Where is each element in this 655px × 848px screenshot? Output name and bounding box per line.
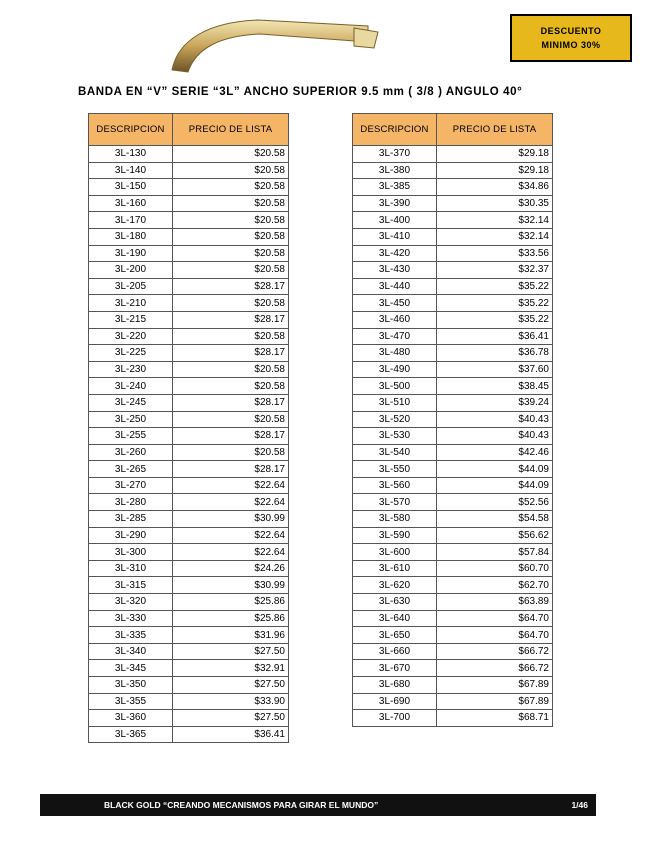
description-cell: 3L-670 (353, 660, 437, 677)
description-cell: 3L-285 (89, 511, 173, 528)
footer-bar (40, 794, 596, 816)
description-cell: 3L-330 (89, 610, 173, 627)
description-cell: 3L-250 (89, 411, 173, 428)
page-number: 1/46 (571, 800, 588, 810)
table-row (353, 394, 553, 411)
table-row (89, 245, 289, 262)
description-cell: 3L-530 (353, 428, 437, 445)
description-cell: 3L-450 (353, 295, 437, 312)
description-cell: 3L-640 (353, 610, 437, 627)
price-cell: $63.89 (437, 594, 553, 611)
description-cell: 3L-600 (353, 544, 437, 561)
table-row (353, 245, 553, 262)
description-cell: 3L-460 (353, 311, 437, 328)
description-cell: 3L-380 (353, 162, 437, 179)
description-cell: 3L-400 (353, 212, 437, 229)
price-cell: $25.86 (173, 610, 289, 627)
column-header-description: DESCRIPCION (89, 114, 173, 146)
description-cell: 3L-690 (353, 693, 437, 710)
table-row (89, 544, 289, 561)
description-cell: 3L-510 (353, 394, 437, 411)
price-cell: $20.58 (173, 328, 289, 345)
description-cell: 3L-270 (89, 477, 173, 494)
price-cell: $22.64 (173, 544, 289, 561)
price-cell: $68.71 (437, 710, 553, 727)
table-row (353, 444, 553, 461)
footer-slogan: BLACK GOLD “CREANDO MECANISMOS PARA GIRAR EL MUNDO” (104, 800, 379, 810)
description-cell: 3L-320 (89, 594, 173, 611)
description-cell: 3L-480 (353, 345, 437, 362)
description-cell: 3L-255 (89, 428, 173, 445)
price-cell: $36.78 (437, 345, 553, 362)
price-cell: $67.89 (437, 677, 553, 694)
description-cell: 3L-140 (89, 162, 173, 179)
column-header-list-price: PRECIO DE LISTA (437, 114, 553, 146)
description-cell: 3L-160 (89, 195, 173, 212)
description-cell: 3L-180 (89, 228, 173, 245)
description-cell: 3L-350 (89, 677, 173, 694)
price-cell: $29.18 (437, 162, 553, 179)
description-cell: 3L-280 (89, 494, 173, 511)
price-cell: $57.84 (437, 544, 553, 561)
table-row (89, 511, 289, 528)
table-row (353, 428, 553, 445)
badge-line-1: DESCUENTO (540, 26, 602, 36)
table-row (89, 428, 289, 445)
table-row (353, 643, 553, 660)
price-cell: $22.64 (173, 477, 289, 494)
description-cell: 3L-220 (89, 328, 173, 345)
description-cell: 3L-190 (89, 245, 173, 262)
price-cell: $40.43 (437, 428, 553, 445)
price-cell: $37.60 (437, 361, 553, 378)
description-cell: 3L-210 (89, 295, 173, 312)
description-cell: 3L-310 (89, 560, 173, 577)
table-row (353, 494, 553, 511)
price-cell: $60.70 (437, 560, 553, 577)
price-cell: $28.17 (173, 428, 289, 445)
price-cell: $52.56 (437, 494, 553, 511)
description-cell: 3L-390 (353, 195, 437, 212)
description-cell: 3L-420 (353, 245, 437, 262)
table-row (353, 328, 553, 345)
table-row (353, 179, 553, 196)
table-row (89, 278, 289, 295)
price-cell: $29.18 (437, 146, 553, 163)
table-row (353, 311, 553, 328)
table-row (89, 610, 289, 627)
price-cell: $20.58 (173, 212, 289, 229)
table-row (353, 477, 553, 494)
price-cell: $35.22 (437, 278, 553, 295)
table-row (353, 361, 553, 378)
price-cell: $28.17 (173, 461, 289, 478)
column-header-list-price: PRECIO DE LISTA (173, 114, 289, 146)
table-row (89, 328, 289, 345)
price-cell: $20.58 (173, 262, 289, 279)
price-cell: $54.58 (437, 511, 553, 528)
table-row (89, 311, 289, 328)
price-cell: $28.17 (173, 345, 289, 362)
price-cell: $22.64 (173, 494, 289, 511)
price-cell: $33.90 (173, 693, 289, 710)
description-cell: 3L-360 (89, 710, 173, 727)
price-cell: $64.70 (437, 610, 553, 627)
description-cell: 3L-500 (353, 378, 437, 395)
table-row (353, 677, 553, 694)
price-cell: $66.72 (437, 643, 553, 660)
description-cell: 3L-290 (89, 527, 173, 544)
price-cell: $20.58 (173, 295, 289, 312)
price-cell: $20.58 (173, 378, 289, 395)
price-cell: $38.45 (437, 378, 553, 395)
description-cell: 3L-410 (353, 228, 437, 245)
price-cell: $33.56 (437, 245, 553, 262)
table-row (89, 461, 289, 478)
description-cell: 3L-680 (353, 677, 437, 694)
table-row (89, 693, 289, 710)
description-cell: 3L-550 (353, 461, 437, 478)
price-cell: $30.99 (173, 577, 289, 594)
table-row (89, 560, 289, 577)
table-row (89, 212, 289, 229)
price-cell: $30.99 (173, 511, 289, 528)
table-row (353, 610, 553, 627)
price-cell: $27.50 (173, 677, 289, 694)
table-row (353, 378, 553, 395)
price-cell: $64.70 (437, 627, 553, 644)
table-row (353, 228, 553, 245)
description-cell: 3L-345 (89, 660, 173, 677)
price-table-right (352, 113, 553, 727)
table-row (89, 345, 289, 362)
price-cell: $25.86 (173, 594, 289, 611)
price-cell: $20.58 (173, 361, 289, 378)
table-row (89, 710, 289, 727)
table-row (89, 195, 289, 212)
table-row (353, 195, 553, 212)
description-cell: 3L-230 (89, 361, 173, 378)
price-cell: $27.50 (173, 710, 289, 727)
table-row (89, 627, 289, 644)
description-cell: 3L-650 (353, 627, 437, 644)
price-cell: $20.58 (173, 195, 289, 212)
price-cell: $67.89 (437, 693, 553, 710)
table-row (89, 378, 289, 395)
description-cell: 3L-560 (353, 477, 437, 494)
table-row (89, 411, 289, 428)
table-row (89, 262, 289, 279)
price-cell: $56.62 (437, 527, 553, 544)
table-row (89, 162, 289, 179)
table-row (353, 511, 553, 528)
v-belt-image (168, 12, 383, 74)
price-cell: $35.22 (437, 311, 553, 328)
description-cell: 3L-225 (89, 345, 173, 362)
price-table-left-body (89, 146, 289, 743)
description-cell: 3L-370 (353, 146, 437, 163)
description-cell: 3L-245 (89, 394, 173, 411)
table-row (353, 461, 553, 478)
table-row (89, 295, 289, 312)
price-cell: $27.50 (173, 643, 289, 660)
page-title: BANDA EN “V” SERIE “3L” ANCHO SUPERIOR 9.5 mm ( 3/8 ) ANGULO 40° (78, 86, 523, 98)
price-cell: $28.17 (173, 394, 289, 411)
price-cell: $44.09 (437, 477, 553, 494)
price-cell: $32.14 (437, 212, 553, 229)
description-cell: 3L-540 (353, 444, 437, 461)
price-cell: $32.14 (437, 228, 553, 245)
table-row (89, 494, 289, 511)
table-row (353, 594, 553, 611)
price-cell: $36.41 (173, 726, 289, 743)
column-header-description: DESCRIPCION (353, 114, 437, 146)
description-cell: 3L-630 (353, 594, 437, 611)
price-cell: $42.46 (437, 444, 553, 461)
table-row (353, 560, 553, 577)
table-row (353, 162, 553, 179)
table-row (89, 228, 289, 245)
price-cell: $44.09 (437, 461, 553, 478)
price-table-left (88, 113, 289, 743)
price-cell: $28.17 (173, 278, 289, 295)
description-cell: 3L-570 (353, 494, 437, 511)
description-cell: 3L-490 (353, 361, 437, 378)
price-cell: $20.58 (173, 411, 289, 428)
description-cell: 3L-340 (89, 643, 173, 660)
description-cell: 3L-355 (89, 693, 173, 710)
description-cell: 3L-335 (89, 627, 173, 644)
price-cell: $22.64 (173, 527, 289, 544)
price-cell: $28.17 (173, 311, 289, 328)
table-row (353, 278, 553, 295)
table-row (353, 527, 553, 544)
table-row (89, 444, 289, 461)
description-cell: 3L-215 (89, 311, 173, 328)
price-cell: $20.58 (173, 179, 289, 196)
table-row (89, 577, 289, 594)
description-cell: 3L-265 (89, 461, 173, 478)
table-row (89, 361, 289, 378)
table-row (89, 643, 289, 660)
description-cell: 3L-170 (89, 212, 173, 229)
table-row (89, 594, 289, 611)
table-row (89, 660, 289, 677)
table-row (89, 477, 289, 494)
description-cell: 3L-700 (353, 710, 437, 727)
table-row (353, 345, 553, 362)
price-cell: $32.37 (437, 262, 553, 279)
table-row (353, 710, 553, 727)
table-row (89, 394, 289, 411)
description-cell: 3L-520 (353, 411, 437, 428)
price-table-right-body (353, 146, 553, 727)
price-cell: $62.70 (437, 577, 553, 594)
price-cell: $66.72 (437, 660, 553, 677)
price-cell: $20.58 (173, 146, 289, 163)
price-cell: $35.22 (437, 295, 553, 312)
price-cell: $20.58 (173, 228, 289, 245)
price-cell: $20.58 (173, 444, 289, 461)
description-cell: 3L-440 (353, 278, 437, 295)
table-row (353, 627, 553, 644)
table-row (353, 577, 553, 594)
description-cell: 3L-240 (89, 378, 173, 395)
table-row (353, 295, 553, 312)
table-row (353, 262, 553, 279)
badge-line-2: MINIMO 30% (541, 40, 601, 50)
table-row (89, 179, 289, 196)
price-cell: $24.26 (173, 560, 289, 577)
description-cell: 3L-315 (89, 577, 173, 594)
price-cell: $36.41 (437, 328, 553, 345)
table-row (353, 660, 553, 677)
description-cell: 3L-300 (89, 544, 173, 561)
description-cell: 3L-430 (353, 262, 437, 279)
description-cell: 3L-610 (353, 560, 437, 577)
table-row (353, 693, 553, 710)
description-cell: 3L-365 (89, 726, 173, 743)
price-cell: $34.86 (437, 179, 553, 196)
price-cell: $30.35 (437, 195, 553, 212)
price-cell: $39.24 (437, 394, 553, 411)
table-row (353, 146, 553, 163)
table-row (89, 146, 289, 163)
price-cell: $40.43 (437, 411, 553, 428)
description-cell: 3L-385 (353, 179, 437, 196)
description-cell: 3L-200 (89, 262, 173, 279)
description-cell: 3L-660 (353, 643, 437, 660)
table-row (89, 677, 289, 694)
table-row (353, 212, 553, 229)
table-row (89, 726, 289, 743)
discount-badge (510, 14, 632, 62)
price-cell: $32.91 (173, 660, 289, 677)
description-cell: 3L-205 (89, 278, 173, 295)
table-row (353, 411, 553, 428)
description-cell: 3L-590 (353, 527, 437, 544)
price-cell: $20.58 (173, 245, 289, 262)
description-cell: 3L-130 (89, 146, 173, 163)
table-row (353, 544, 553, 561)
price-cell: $20.58 (173, 162, 289, 179)
description-cell: 3L-580 (353, 511, 437, 528)
description-cell: 3L-620 (353, 577, 437, 594)
description-cell: 3L-150 (89, 179, 173, 196)
description-cell: 3L-260 (89, 444, 173, 461)
price-cell: $31.96 (173, 627, 289, 644)
table-row (89, 527, 289, 544)
description-cell: 3L-470 (353, 328, 437, 345)
